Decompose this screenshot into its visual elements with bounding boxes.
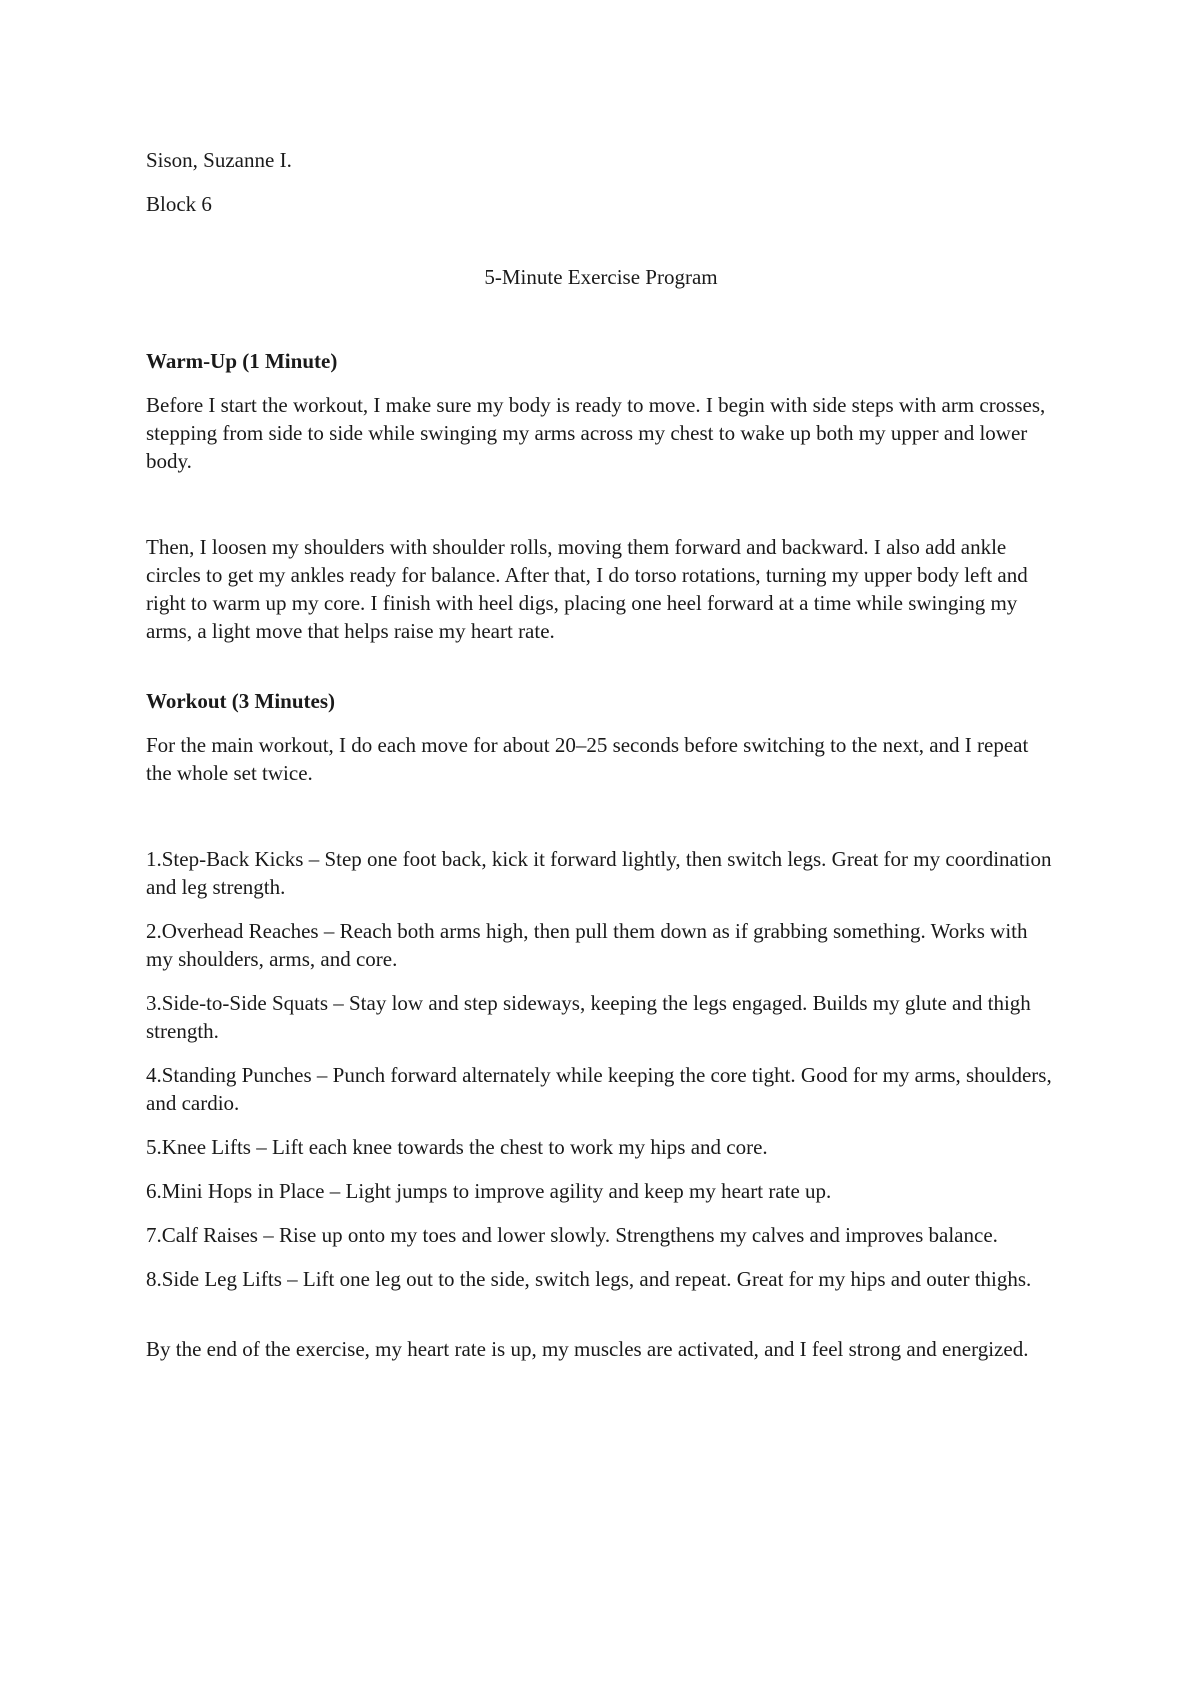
author-name: Sison, Suzanne I.	[146, 148, 292, 172]
warmup-paragraph: Then, I loosen my shoulders with shoulder rolls, moving them forward and backward. I also add ankle circles to get my ankles ready for balance. After that, I do torso rotations, turning my upper body left and right to warm up my core. I finish with heel digs, placing one heel forward at a time while swinging my arms, a light move that helps raise my heart rate.	[146, 535, 1028, 643]
exercise-item: 2.Overhead Reaches – Reach both arms high, then pull them down as if grabbing something. Works with my shoulders, arms, and core.	[146, 919, 1028, 971]
exercise-item: 5.Knee Lifts – Lift each knee towards the chest to work my hips and core.	[146, 1135, 768, 1159]
workout-heading: Workout (3 Minutes)	[146, 689, 335, 713]
exercise-item: 8.Side Leg Lifts – Lift one leg out to the side, switch legs, and repeat. Great for my hips and outer thighs.	[146, 1267, 1032, 1291]
exercise-item: 1.Step-Back Kicks – Step one foot back, kick it forward lightly, then switch legs. Great for my coordination and leg strength.	[146, 847, 1052, 899]
closing-paragraph: By the end of the exercise, my heart rate is up, my muscles are activated, and I feel strong and energized.	[146, 1337, 1029, 1361]
warmup-paragraph: Before I start the workout, I make sure my body is ready to move. I begin with side steps with arm crosses, stepping from side to side while swinging my arms across my chest to wake up both my upper and lower body.	[146, 393, 1046, 473]
warmup-heading: Warm-Up (1 Minute)	[146, 349, 338, 373]
exercise-list	[146, 845, 1056, 1293]
exercise-item: 3.Side-to-Side Squats – Stay low and step sideways, keeping the legs engaged. Builds my glute and thigh strength.	[146, 991, 1031, 1043]
workout-intro: For the main workout, I do each move for about 20–25 seconds before switching to the next, and I repeat the whole set twice.	[146, 733, 1029, 785]
document-title: 5-Minute Exercise Program	[484, 265, 718, 289]
exercise-item: 6.Mini Hops in Place – Light jumps to improve agility and keep my heart rate up.	[146, 1179, 832, 1203]
exercise-item: 7.Calf Raises – Rise up onto my toes and lower slowly. Strengthens my calves and improves balance.	[146, 1223, 998, 1247]
exercise-item: 4.Standing Punches – Punch forward alternately while keeping the core tight. Good for my arms, shoulders, and cardio.	[146, 1063, 1052, 1115]
document-body	[146, 146, 1056, 1379]
class-block: Block 6	[146, 192, 212, 216]
